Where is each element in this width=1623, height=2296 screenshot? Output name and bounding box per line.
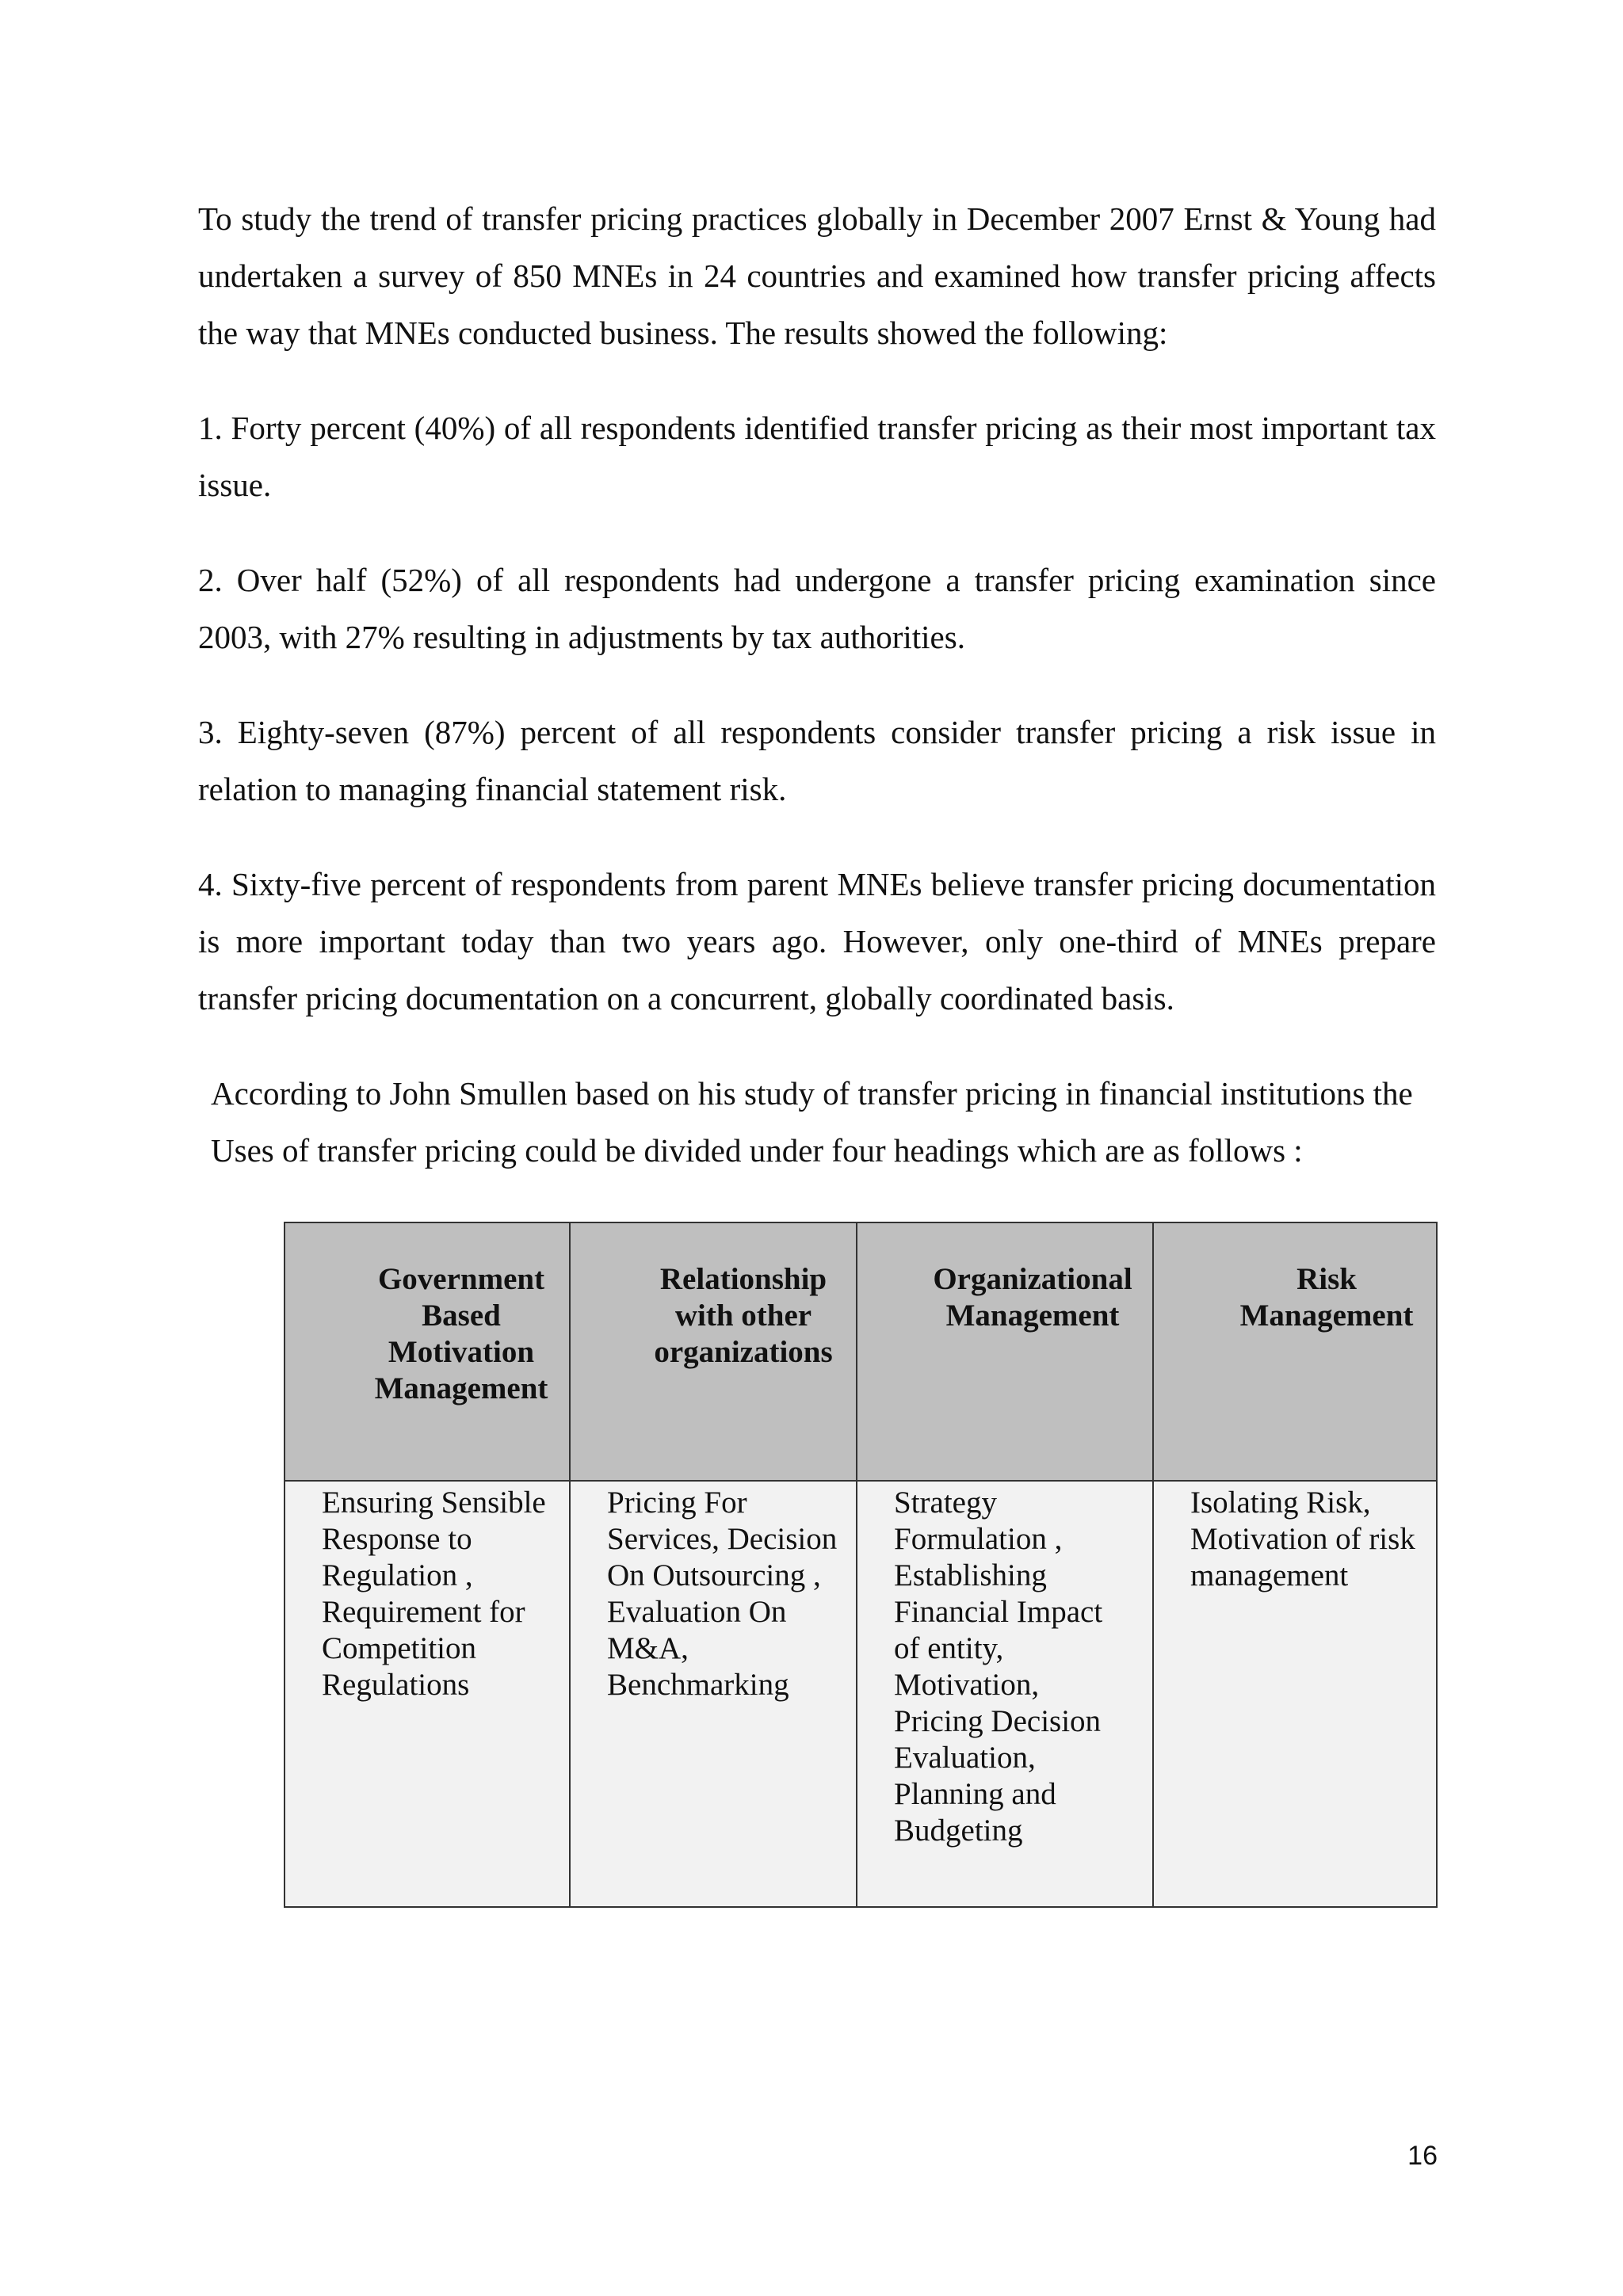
intro-paragraph: To study the trend of transfer pricing practices globally in December 2007 Ernst & Young had undertaken a survey of 850 MNEs in 24 countries and examined how transfer pricing affects the way that MNEs conducted business. The results showed the following: [198,200,1436,351]
cell-government-based: Ensuring Sensible Response to Regulation , Requirement for Competition Regulations [285,1481,570,1907]
smullen-paragraph [211,1065,1447,1179]
header-organizational-management: Organizational Management [857,1222,1153,1481]
table-row [285,1481,1437,1907]
finding-4-paragraph: 4. Sixty-five percent of respondents from parent MNEs believe transfer pricing documentation is more important today than two years ago. However, only one-third of MNEs prepare transfer pricing documentation on a concurrent, globally coordinated basis. [198,866,1436,1016]
cell-organizational: Strategy Formulation , Establishing Financial Impact of entity, Motivation, Pricing Decision Evaluation, Planning and Budgeting [857,1481,1153,1907]
cell-relationship: Pricing For Services, Decision On Outsourcing , Evaluation On M&A, Benchmarking [570,1481,857,1907]
header-relationship-with-other-organizations: Relationship with other organizations [570,1222,857,1481]
finding-1-paragraph: 1. Forty percent (40%) of all respondents identified transfer pricing as their most important tax issue. [198,410,1436,503]
finding-2-paragraph: 2. Over half (52%) of all respondents had undergone a transfer pricing examination since 2003, with 27% resulting in adjustments by tax authorities. [198,562,1436,655]
cell-risk: Isolating Risk, Motivation of risk management [1153,1481,1437,1907]
header-risk-management: Risk Management [1153,1222,1437,1481]
header-government-based-motivation-management: Government Based Motivation Management [285,1222,570,1481]
smullen-line-1: According to John Smullen based on his study of transfer pricing in financial institutions the [211,1075,1413,1112]
table-header-row [285,1222,1437,1481]
transfer-pricing-uses-table [284,1222,1438,1908]
page-number: 16 [1407,2141,1438,2171]
finding-3-paragraph: 3. Eighty-seven (87%) percent of all respondents consider transfer pricing a risk issue in relation to managing financial statement risk. [198,714,1436,807]
smullen-line-2: Uses of transfer pricing could be divided under four headings which are as follows : [211,1132,1303,1169]
